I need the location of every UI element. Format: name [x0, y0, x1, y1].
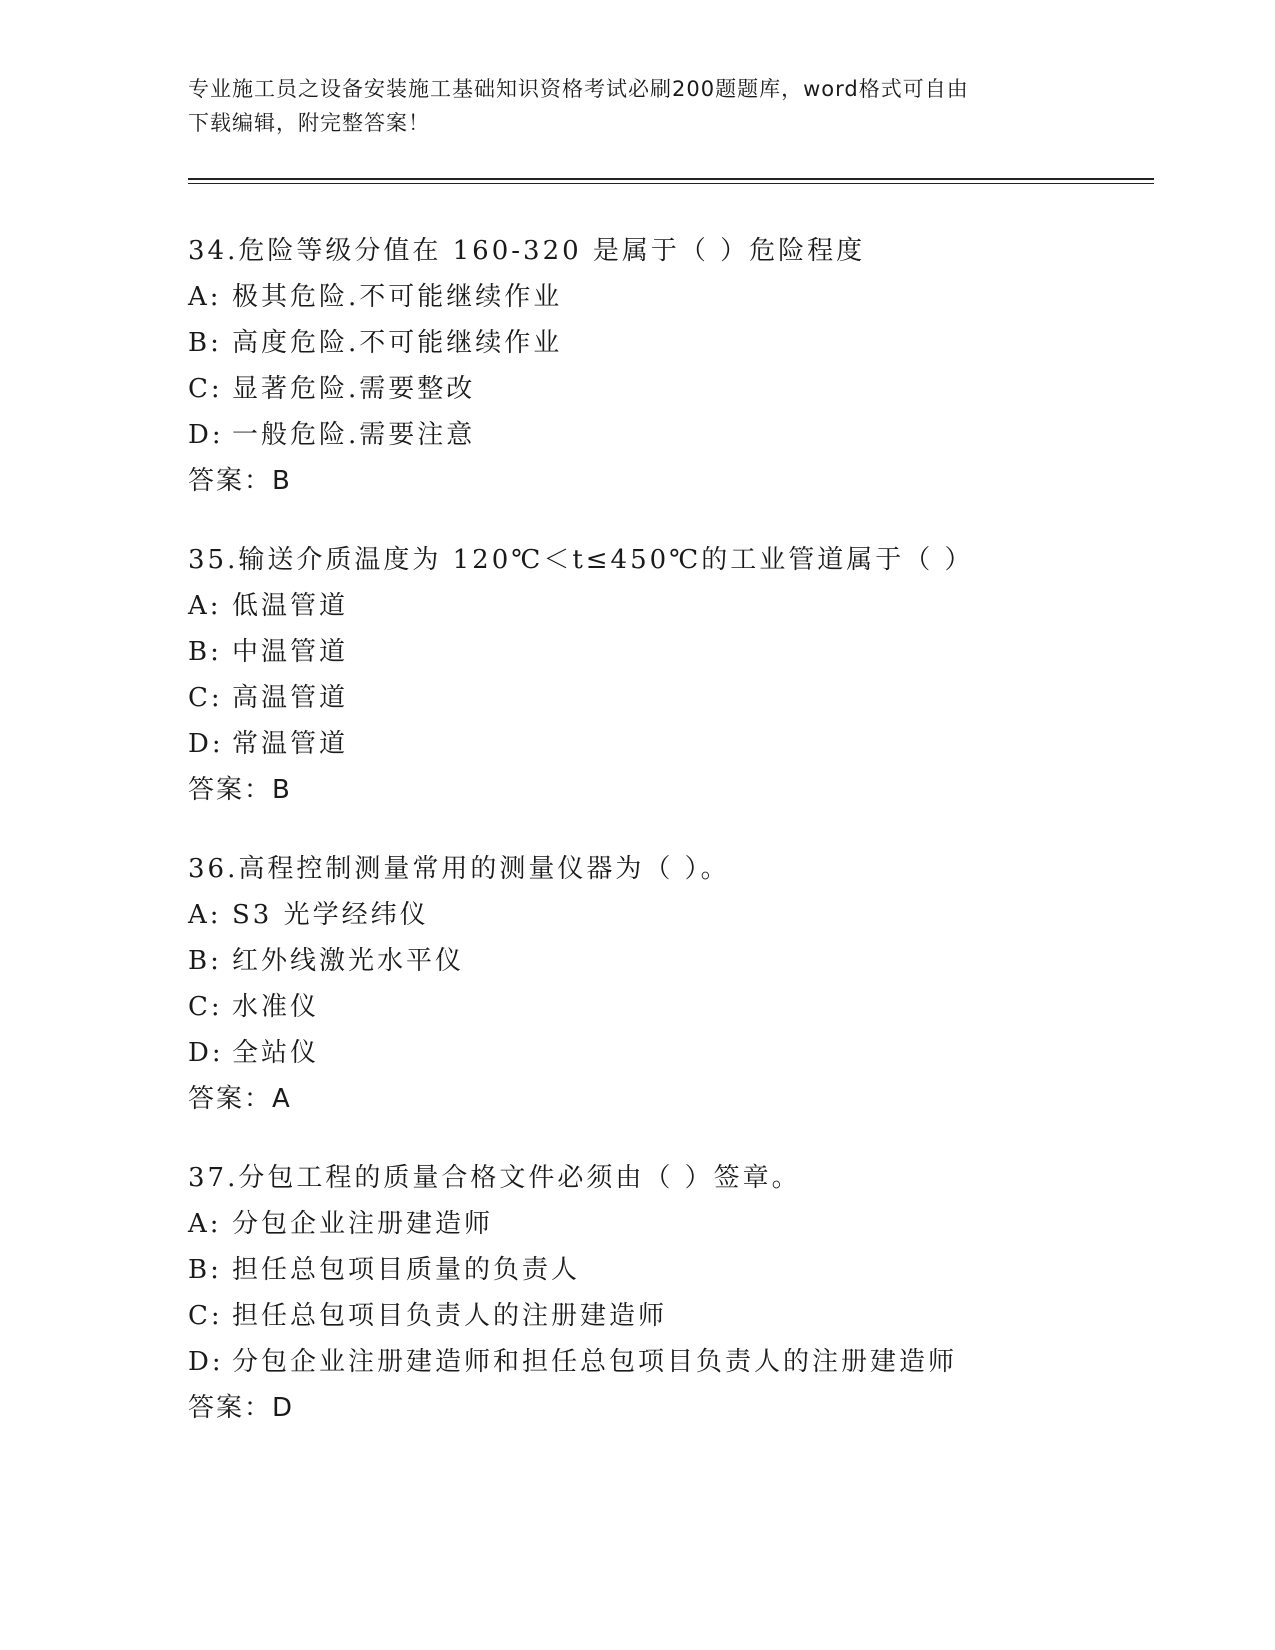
option-text: 分包企业注册建造师	[232, 1209, 494, 1239]
option-text: 分包企业注册建造师和担任总包项目负责人的注册建造师	[232, 1347, 958, 1377]
question-list	[188, 228, 1154, 1464]
option-d	[188, 721, 1154, 767]
option-text: 担任总包项目负责人的注册建造师	[232, 1301, 668, 1331]
option-d	[188, 412, 1154, 458]
question-stem: 35.输送介质温度为 120℃＜t≤450℃的工业管道属于（ ）	[188, 545, 974, 575]
option-label: B:	[188, 637, 222, 667]
option-text: 极其危险.不可能继续作业	[232, 282, 563, 312]
option-label: C:	[188, 374, 223, 404]
option-a	[188, 892, 1154, 938]
option-label: D:	[188, 729, 224, 759]
answer-line: 答案：D	[188, 1393, 295, 1423]
option-a	[188, 583, 1154, 629]
option-label: D:	[188, 1038, 224, 1068]
option-label: B:	[188, 328, 222, 358]
option-label: A:	[188, 1209, 222, 1239]
question-stem: 36.高程控制测量常用的测量仪器为（ ）。	[188, 854, 730, 884]
question-34	[188, 228, 1154, 504]
option-text: 高温管道	[232, 683, 349, 713]
option-text: 红外线激光水平仪	[232, 946, 465, 976]
option-d	[188, 1339, 1154, 1385]
option-text: 水准仪	[232, 992, 320, 1022]
question-stem: 34.危险等级分值在 160-320 是属于（ ）危险程度	[188, 236, 866, 266]
option-label: C:	[188, 683, 223, 713]
option-text: 显著危险.需要整改	[232, 374, 476, 404]
option-text: 高度危险.不可能继续作业	[232, 328, 563, 358]
option-label: C:	[188, 992, 223, 1022]
option-a	[188, 1201, 1154, 1247]
header-line-1: 专业施工员之设备安装施工基础知识资格考试必刷200题题库，word格式可自由	[188, 77, 969, 101]
option-b	[188, 938, 1154, 984]
document-header	[188, 72, 1068, 140]
option-b	[188, 629, 1154, 675]
answer-line: 答案：B	[188, 466, 292, 496]
question-36	[188, 846, 1154, 1122]
option-text: 全站仪	[232, 1038, 320, 1068]
answer-line: 答案：A	[188, 1084, 292, 1114]
option-c	[188, 675, 1154, 721]
option-label: A:	[188, 591, 222, 621]
option-label: A:	[188, 282, 222, 312]
option-label: B:	[188, 946, 222, 976]
question-35	[188, 537, 1154, 813]
option-text: 常温管道	[232, 729, 349, 759]
option-c	[188, 1293, 1154, 1339]
option-text: 中温管道	[232, 637, 349, 667]
option-label: D:	[188, 1347, 224, 1377]
option-a	[188, 274, 1154, 320]
option-text: 一般危险.需要注意	[232, 420, 476, 450]
option-c	[188, 984, 1154, 1030]
answer-line: 答案：B	[188, 775, 292, 805]
option-text: 低温管道	[232, 591, 349, 621]
option-c	[188, 366, 1154, 412]
header-line-2: 下载编辑，附完整答案！	[188, 111, 430, 135]
option-text: 担任总包项目质量的负责人	[232, 1255, 581, 1285]
option-b	[188, 320, 1154, 366]
option-b	[188, 1247, 1154, 1293]
option-label: B:	[188, 1255, 222, 1285]
option-d	[188, 1030, 1154, 1076]
option-label: A:	[188, 900, 222, 930]
question-stem: 37.分包工程的质量合格文件必须由（ ）签章。	[188, 1163, 801, 1193]
option-text: S3 光学经纬仪	[232, 900, 429, 930]
option-label: C:	[188, 1301, 223, 1331]
option-label: D:	[188, 420, 224, 450]
header-divider-thick	[188, 178, 1154, 180]
question-37	[188, 1155, 1154, 1431]
header-divider-thin	[188, 183, 1154, 184]
